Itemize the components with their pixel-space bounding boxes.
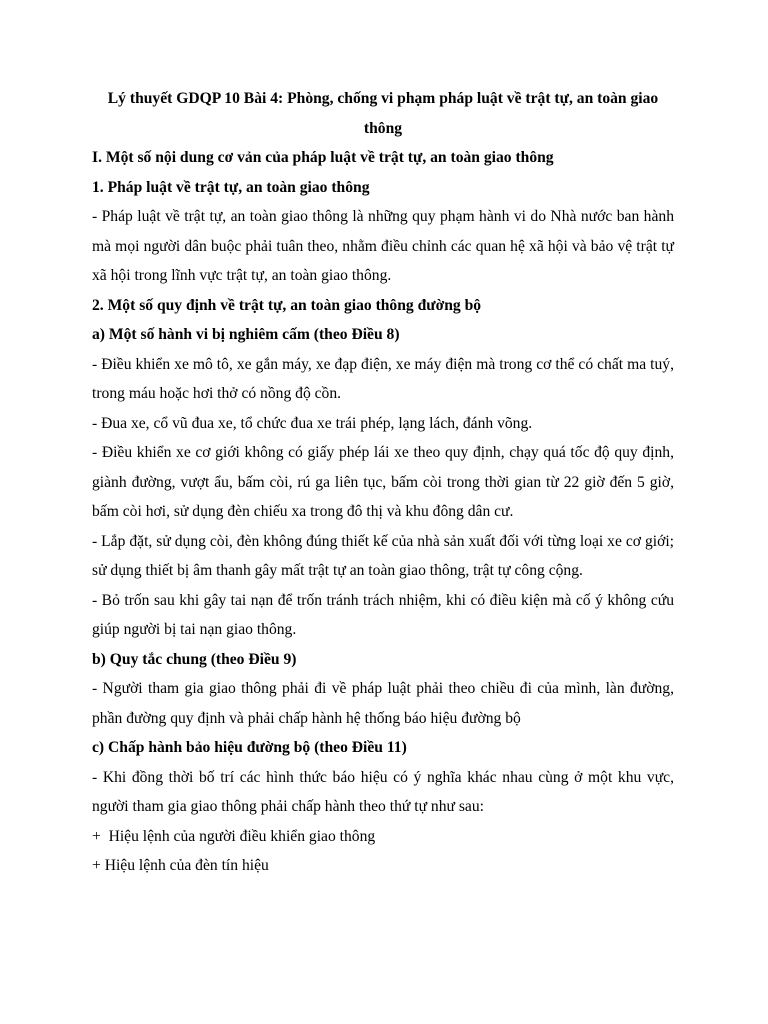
- paragraph-prohibited-4: - Lắp đặt, sử dụng còi, đèn không đúng thiết kế của nhà sản xuất đối với từng loại xe cơ giới; sử dụng thiết bị âm thanh gây mất trật tự an toàn giao thông, trật tự công cộng.: [92, 532, 674, 579]
- document-page: [92, 84, 674, 881]
- document-title: Lý thuyết GDQP 10 Bài 4: Phòng, chống vi phạm pháp luật về trật tự, an toàn giao thông: [107, 90, 659, 137]
- subsection-heading-2: 2. Một số quy định về trật tự, an toàn giao thông đường bộ: [92, 296, 482, 314]
- heading-road-signals: c) Chấp hành bảo hiệu đường bộ (theo Điều 11): [92, 739, 407, 756]
- heading-general-rules: b) Quy tắc chung (theo Điều 9): [92, 650, 297, 668]
- section-heading-1: I. Một số nội dung cơ vản của pháp luật về trật tự, an toàn giao thông: [92, 149, 554, 166]
- paragraph-prohibited-1: - Điều khiển xe mô tô, xe gắn máy, xe đạp điện, xe máy điện mà trong cơ thể có chất ma tuý, trong máu hoặc hơi thở có nồng độ cồn.: [92, 355, 674, 402]
- subsection-heading-1: 1. Pháp luật về trật tự, an toàn giao thông: [92, 178, 370, 196]
- list-item-traffic-light: + Hiệu lệnh của đèn tín hiệu: [92, 857, 269, 874]
- list-item-traffic-controller: + Hiệu lệnh của người điều khiển giao thông: [92, 827, 376, 845]
- paragraph-law-definition: - Pháp luật về trật tự, an toàn giao thông là những quy phạm hành vi do Nhà nước ban hành mà mọi người dân buộc phải tuân theo, nhằm điều chỉnh các quan hệ xã hội và bảo vệ trật tự xã hội trong lĩnh vực trật tự, an toàn giao thông.: [92, 208, 674, 284]
- paragraph-road-signals: - Khi đồng thời bố trí các hình thức báo hiệu có ý nghĩa khác nhau cùng ở một khu vực, người tham gia giao thông phải chấp hành theo thứ tự như sau:: [92, 768, 674, 815]
- heading-prohibited-acts: a) Một số hành vi bị nghiêm cấm (theo Điều 8): [92, 326, 400, 343]
- paragraph-prohibited-3: - Điều khiển xe cơ giới không có giấy phép lái xe theo quy định, chạy quá tốc độ quy định, giành đường, vượt ẩu, bấm còi, rú ga liên tục, bấm còi trong thời gian từ 22 giờ đến 5 giờ, bấm còi hơi, sử dụng đèn chiếu xa trong đô thị và khu đông dân cư.: [92, 444, 674, 520]
- paragraph-prohibited-5: - Bỏ trốn sau khi gây tai nạn để trốn tránh trách nhiệm, khi có điều kiện mà cố ý không cứu giúp người bị tai nạn giao thông.: [92, 591, 674, 638]
- paragraph-general-rules: - Người tham gia giao thông phải đi về pháp luật phải theo chiều đi của mình, làn đường, phần đường quy định và phải chấp hành hệ thống báo hiệu đường bộ: [92, 680, 674, 727]
- paragraph-prohibited-2: - Đua xe, cổ vũ đua xe, tổ chức đua xe trái phép, lạng lách, đánh võng.: [92, 414, 533, 432]
